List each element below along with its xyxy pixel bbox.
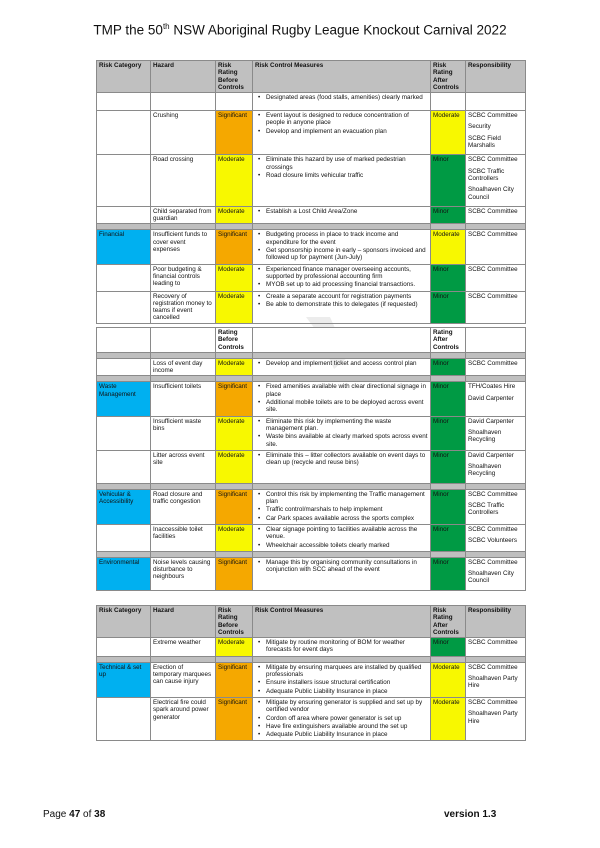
table-row <box>97 264 526 291</box>
measure-item: • Car Park spaces available across the sports complex <box>266 515 428 522</box>
risk-before-cell: Moderate <box>216 358 253 376</box>
hazard-cell: Insufficient waste bins <box>151 416 216 450</box>
control-measures-cell <box>253 206 431 224</box>
risk-category-cell <box>97 638 151 657</box>
responsibility-item: SCBC Committee <box>468 490 518 498</box>
hazard-cell: Extreme weather <box>151 638 216 657</box>
responsibility-item: SCBC Committee <box>468 663 518 671</box>
hazard-cell: Child separated from guardian <box>151 206 216 224</box>
risk-before-cell: Significant <box>216 697 253 740</box>
measure-item: • Establish a Lost Child Area/Zone <box>266 208 428 215</box>
measure-item: • Control this risk by implementing the Traffic management plan <box>266 491 428 506</box>
responsibility-cell <box>466 291 526 323</box>
measure-item: • Develop and implement ticket and access control plan <box>266 360 428 367</box>
risk-category-cell <box>97 291 151 323</box>
measures-list <box>255 452 428 467</box>
hazard-cell: Insufficient funds to cover event expenses <box>151 230 216 264</box>
page-number: Page 47 of 38 <box>43 809 106 820</box>
responsibility-item: Shoalhaven Party Hire <box>468 675 518 690</box>
responsibility-cell <box>466 416 526 450</box>
control-measures-cell <box>253 697 431 740</box>
measure-item: • Mitigate by ensuring marquees are installed by qualified professionals <box>266 664 428 679</box>
measure-item: • Be able to demonstrate this to delegates (if requested) <box>266 301 428 308</box>
control-measures-cell <box>253 111 431 155</box>
hazard-cell: Inaccessible toilet facilities <box>151 524 216 551</box>
table-row <box>97 382 526 416</box>
risk-before-cell: Significant <box>216 557 253 590</box>
responsibility-item: Shoalhaven Recycling <box>468 463 502 478</box>
risk-category-cell <box>97 155 151 206</box>
measure-item: • Road closure limits vehicular traffic <box>266 172 428 179</box>
measure-item: • MYOB set up to aid processing financial transactions. <box>266 281 428 288</box>
measures-list <box>255 664 428 695</box>
risk-before-cell: Moderate <box>216 524 253 551</box>
responsibility-cell <box>466 524 526 551</box>
measures-list <box>255 231 428 261</box>
measure-item: • Fixed amenities available with clear directional signage in place <box>266 383 428 398</box>
control-measures-cell <box>253 230 431 264</box>
hazard-cell: Road crossing <box>151 155 216 206</box>
control-measures-cell <box>253 489 431 524</box>
hazard-cell: Road closure and traffic congestion <box>151 489 216 524</box>
table-row <box>97 524 526 551</box>
risk-category-cell <box>97 93 151 111</box>
measure-item: • Additional mobile toilets are to be deployed across event site. <box>266 399 428 414</box>
risk-before-cell: Moderate <box>216 264 253 291</box>
responsibility-item: David Carpenter <box>468 451 514 459</box>
control-measures-cell <box>253 264 431 291</box>
responsibility-cell <box>466 264 526 291</box>
measures-list <box>255 112 428 135</box>
responsibility-item: SCBC Committee <box>468 558 518 566</box>
responsibility-cell <box>466 557 526 590</box>
measure-item: • Adequate Public Liability Insurance in place <box>266 688 428 695</box>
risk-category-cell: Technical & set up <box>97 662 151 697</box>
measures-list <box>255 266 428 289</box>
header-responsibility: Responsibility <box>466 61 526 93</box>
risk-after-cell: Minor <box>431 557 466 590</box>
responsibility-item: Shoalhaven Party Hire <box>468 710 518 725</box>
header-control-measures: Risk Control Measures <box>253 61 431 93</box>
header-risk-before: Risk Rating Before Controls <box>216 606 253 638</box>
control-measures-cell <box>253 416 431 450</box>
responsibility-item: SCBC Committee <box>468 207 518 215</box>
risk-after-cell: Minor <box>431 264 466 291</box>
measures-list <box>255 526 428 549</box>
measures-list <box>255 94 428 101</box>
risk-category-cell: Waste Management <box>97 382 151 416</box>
control-measures-cell <box>253 155 431 206</box>
risk-before-cell: Moderate <box>216 291 253 323</box>
header-risk-before: Risk Rating Before Controls <box>216 61 253 93</box>
risk-category-cell <box>97 697 151 740</box>
measures-list <box>255 156 428 179</box>
control-measures-cell <box>253 557 431 590</box>
responsibility-item: Shoalhaven City Council <box>468 570 514 585</box>
measure-item: • Clear signage pointing to facilities available across the venue. <box>266 526 428 541</box>
risk-before-cell: Moderate <box>216 155 253 206</box>
risk-category-cell: Vehicular & Accessibility <box>97 489 151 524</box>
hazard-cell: Crushing <box>151 111 216 155</box>
hazard-cell: Noise levels causing disturbance to neighbours <box>151 557 216 590</box>
responsibility-cell <box>466 155 526 206</box>
header-rating: Rating Before Controls <box>216 328 253 353</box>
responsibility-item: SCBC Volunteers <box>468 537 518 545</box>
header-responsibility: Responsibility <box>466 606 526 638</box>
table-row <box>97 662 526 697</box>
table-header-row <box>97 328 526 353</box>
table-row <box>97 638 526 657</box>
measure-item: • Mitigate by routine monitoring of BOM for weather forecasts for event days <box>266 639 428 654</box>
responsibility-item: SCBC Committee <box>468 265 518 273</box>
risk-category-cell: Financial <box>97 230 151 264</box>
responsibility-cell <box>466 489 526 524</box>
measure-item: • Waste bins available at clearly marked spots across event site. <box>266 433 428 448</box>
responsibility-item: SCBC Field Marshalls <box>468 134 501 150</box>
risk-table-1 <box>96 60 526 324</box>
table-row <box>97 557 526 590</box>
risk-before-cell: Significant <box>216 662 253 697</box>
table-row <box>97 230 526 264</box>
responsibility-cell <box>466 697 526 740</box>
responsibility-cell <box>466 662 526 697</box>
hazard-cell: Electrical fire could spark around power generator <box>151 697 216 740</box>
measure-item: • Experienced finance manager overseeing accounts, supported by professional accounting firm <box>266 266 428 281</box>
header-blank <box>97 328 151 353</box>
measure-item: • Adequate Public Liability Insurance in place <box>266 731 428 738</box>
responsibility-cell <box>466 93 526 111</box>
measure-item: • Traffic control/marshals to help implement <box>266 506 428 513</box>
risk-after-cell: Minor <box>431 450 466 483</box>
control-measures-cell <box>253 291 431 323</box>
risk-before-cell: Significant <box>216 111 253 155</box>
header-hazard: Hazard <box>151 606 216 638</box>
table-row <box>97 489 526 524</box>
control-measures-cell <box>253 382 431 416</box>
risk-after-cell: Moderate <box>431 662 466 697</box>
risk-after-cell: Minor <box>431 206 466 224</box>
measures-list <box>255 491 428 522</box>
measure-item: • Budgeting process in place to track income and expenditure for the event <box>266 231 428 246</box>
responsibility-cell <box>466 358 526 376</box>
risk-after-cell: Minor <box>431 489 466 524</box>
risk-after-cell: Moderate <box>431 230 466 264</box>
responsibility-cell <box>466 230 526 264</box>
risk-category-cell <box>97 111 151 155</box>
table-row <box>97 155 526 206</box>
control-measures-cell <box>253 358 431 376</box>
hazard-cell: Erection of temporary marquees can cause injury <box>151 662 216 697</box>
responsibility-cell <box>466 382 526 416</box>
hazard-cell: Litter across event site <box>151 450 216 483</box>
responsibility-item: David Carpenter <box>468 394 514 402</box>
risk-before-cell: Moderate <box>216 206 253 224</box>
measures-list <box>255 639 428 654</box>
header-blank <box>466 328 526 353</box>
responsibility-item: David Carpenter <box>468 417 514 425</box>
responsibility-item: SCBC Committee <box>468 639 518 647</box>
measure-item: • Develop and implement an evacuation plan <box>266 128 428 135</box>
risk-category-cell <box>97 206 151 224</box>
header-blank <box>151 328 216 353</box>
measure-item: • Eliminate this risk by implementing the waste management plan. <box>266 418 428 433</box>
table-row <box>97 416 526 450</box>
measure-item: • Designated areas (food stalls, amenities) clearly marked <box>266 94 428 101</box>
header-risk-after: Risk Rating After Controls <box>431 61 466 93</box>
header-risk-after: Risk Rating After Controls <box>431 606 466 638</box>
measure-item: • Have fire extinguishers available around the set up <box>266 723 428 730</box>
hazard-cell <box>151 93 216 111</box>
responsibility-item: SCBC Traffic Controllers <box>468 502 505 517</box>
table-row <box>97 206 526 224</box>
measure-item: • Mitigate by ensuring generator is supplied and set up by certified vendor <box>266 699 428 714</box>
measure-item: • Cordon off area where power generator is set up <box>266 715 428 722</box>
risk-before-cell: Moderate <box>216 416 253 450</box>
measures-list <box>255 418 428 448</box>
responsibility-cell <box>466 638 526 657</box>
header-control-measures: Risk Control Measures <box>253 606 431 638</box>
responsibility-item: SCBC Committee <box>468 292 518 300</box>
risk-after-cell: Minor <box>431 382 466 416</box>
table-row <box>97 358 526 376</box>
responsibility-item: SCBC Committee <box>468 359 518 367</box>
control-measures-cell <box>253 638 431 657</box>
measure-item: • Event layout is designed to reduce concentration of people in anyone place <box>266 112 428 127</box>
risk-after-cell: Moderate <box>431 697 466 740</box>
measures-list <box>255 383 428 413</box>
risk-before-cell <box>216 93 253 111</box>
responsibility-item: SCBC Committee <box>468 525 518 533</box>
measures-list <box>255 360 428 367</box>
risk-before-cell: Significant <box>216 230 253 264</box>
risk-after-cell: Moderate <box>431 111 466 155</box>
risk-category-cell <box>97 450 151 483</box>
header-blank <box>253 328 431 353</box>
responsibility-item: Shoalhaven City Council <box>468 186 514 201</box>
risk-after-cell <box>431 93 466 111</box>
measure-item: • Eliminate this – litter collectors available on event days to clean up (recycle and reuse bins) <box>266 452 428 467</box>
measures-list <box>255 208 428 215</box>
responsibility-item: SCBC Committee <box>468 231 518 239</box>
table-row <box>97 291 526 323</box>
responsibility-item: SCBC Committee <box>468 156 518 164</box>
responsibility-item: SCBC Committee <box>468 112 518 120</box>
risk-category-cell <box>97 524 151 551</box>
responsibility-item: Shoalhaven Recycling <box>468 428 502 444</box>
risk-category-cell: Environmental <box>97 557 151 590</box>
control-measures-cell <box>253 93 431 111</box>
table-row <box>97 111 526 155</box>
measure-item: • Wheelchair accessible toilets clearly marked <box>266 542 428 549</box>
risk-category-cell <box>97 264 151 291</box>
responsibility-item: TFH/Coates Hire <box>468 383 516 391</box>
header-rating-after: Rating After Controls <box>431 328 466 353</box>
measure-item: • Eliminate this hazard by use of marked pedestrian crossings <box>266 156 428 171</box>
measure-item: • Ensure installers issue structural certification <box>266 679 428 686</box>
responsibility-item: Security <box>468 123 491 131</box>
measure-item: • Create a separate account for registration payments <box>266 293 428 300</box>
risk-category-cell <box>97 358 151 376</box>
header-risk-category: Risk Category <box>97 61 151 93</box>
risk-after-cell: Minor <box>431 638 466 657</box>
measure-item: • Get sponsorship income in early – sponsors invoiced and followed up for payment (Jun-July) <box>266 247 428 262</box>
measures-list <box>255 559 428 574</box>
measures-list <box>255 293 428 309</box>
responsibility-cell <box>466 206 526 224</box>
responsibility-item: SCBC Committee <box>468 698 518 706</box>
measure-item: • Manage this by organising community consultations in conjunction with SCC ahead of the event <box>266 559 428 574</box>
measures-list <box>255 699 428 738</box>
header-risk-category: Risk Category <box>97 606 151 638</box>
table-header-row <box>97 61 526 93</box>
risk-after-cell: Minor <box>431 155 466 206</box>
version-label: version 1.3 <box>444 809 497 820</box>
hazard-cell: Poor budgeting & financial controls leading to <box>151 264 216 291</box>
hazard-cell: Recovery of registration money to teams if event cancelled <box>151 291 216 323</box>
document-title: TMP the 50th NSW Aboriginal Rugby League Knockout Carnival 2022 <box>93 22 507 38</box>
risk-before-cell: Significant <box>216 489 253 524</box>
table-header-row <box>97 606 526 638</box>
risk-before-cell: Moderate <box>216 638 253 657</box>
control-measures-cell <box>253 524 431 551</box>
risk-before-cell: Moderate <box>216 450 253 483</box>
responsibility-item: SCBC Traffic Controllers <box>468 167 505 182</box>
risk-table-2 <box>96 327 526 591</box>
table-row <box>97 93 526 111</box>
hazard-cell: Insufficient toilets <box>151 382 216 416</box>
responsibility-cell <box>466 450 526 483</box>
risk-table-3 <box>96 605 526 741</box>
hazard-cell: Loss of event day income <box>151 358 216 376</box>
table-row <box>97 697 526 740</box>
control-measures-cell <box>253 450 431 483</box>
risk-category-cell <box>97 416 151 450</box>
header-hazard: Hazard <box>151 61 216 93</box>
risk-before-cell: Significant <box>216 382 253 416</box>
risk-after-cell: Minor <box>431 358 466 376</box>
risk-after-cell: Minor <box>431 416 466 450</box>
responsibility-cell <box>466 111 526 155</box>
control-measures-cell <box>253 662 431 697</box>
table-row <box>97 450 526 483</box>
risk-after-cell: Minor <box>431 524 466 551</box>
risk-after-cell: Minor <box>431 291 466 323</box>
